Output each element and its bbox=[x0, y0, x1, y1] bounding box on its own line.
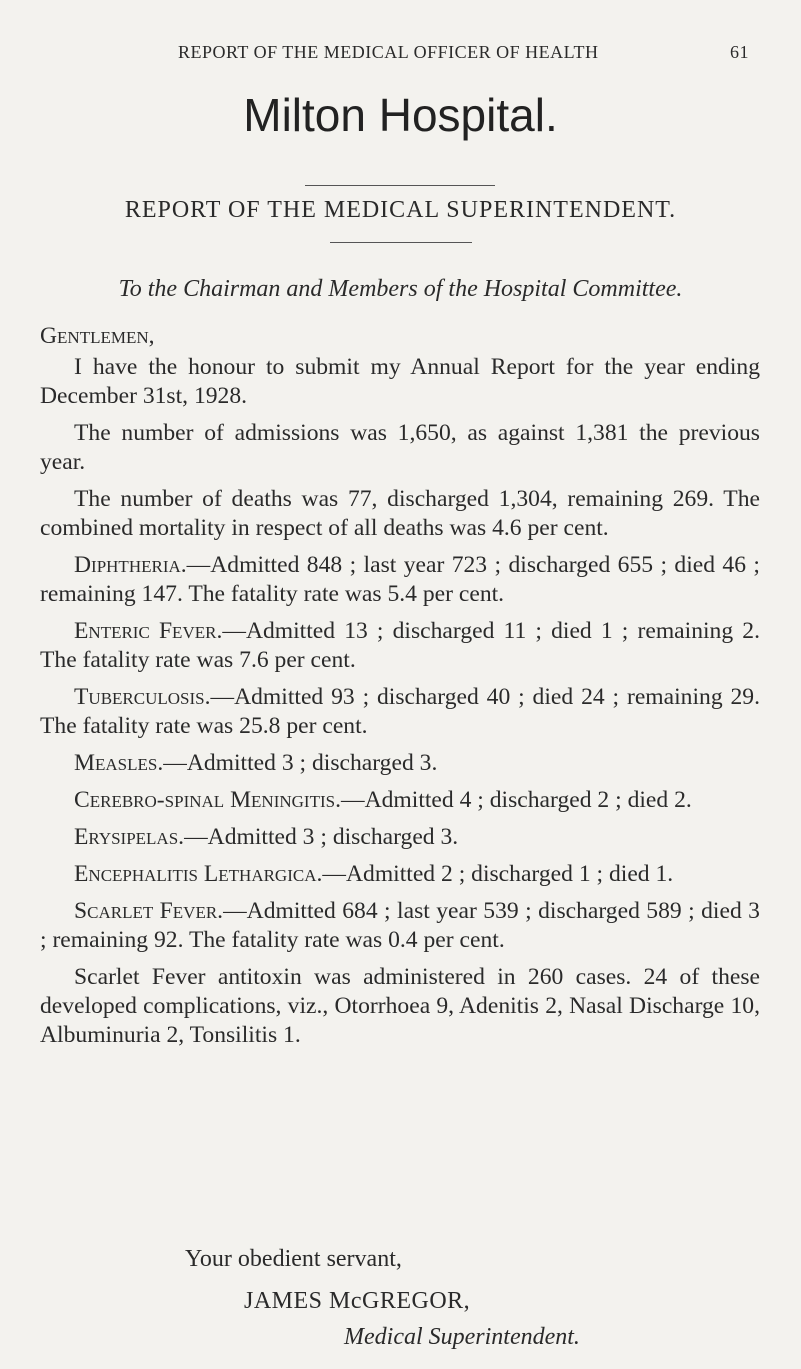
paragraph-encephalitis bbox=[40, 860, 760, 889]
hospital-title: Milton Hospital. bbox=[243, 89, 558, 141]
addressee: To the Chairman and Members of the Hospital Committee. bbox=[118, 276, 683, 302]
enteric-text: —Admitted 13 ; discharged 11 ; died 1 ; remaining 2. The fatality rate was 7.6 per cent. bbox=[40, 618, 760, 673]
signatory-title: Medical Superintendent. bbox=[344, 1324, 580, 1350]
paragraph-tuberculosis bbox=[40, 683, 760, 741]
paragraph-intro: I have the honour to submit my Annual Report for the year ending December 31st, 1928. bbox=[40, 354, 760, 409]
measles-text: —Admitted 3 ; discharged 3. bbox=[163, 750, 438, 776]
encephalitis-label: Encephalitis Lethargica. bbox=[74, 861, 323, 887]
report-heading: REPORT OF THE MEDICAL SUPERINTENDENT. bbox=[124, 197, 677, 223]
tuberculosis-label: Tuberculosis. bbox=[74, 684, 211, 710]
paragraph-cerebro-spinal bbox=[40, 786, 760, 815]
paragraph-antitoxin: Scarlet Fever antitoxin was administered in 260 cases. 24 of these developed complications, viz., Otorrhoea 9, Adenitis 2, Nasal Discharge 10, Albuminuria 2, Tonsilitis 1. bbox=[40, 964, 760, 1048]
tuberculosis-text: —Admitted 93 ; discharged 40 ; died 24 ; remaining 29. The fatality rate was 25.8 per cent. bbox=[40, 684, 760, 739]
cerebro-label: Cerebro-spinal Meningitis. bbox=[74, 787, 341, 813]
erysipelas-text: —Admitted 3 ; discharged 3. bbox=[184, 824, 459, 850]
scarlet-text: —Admitted 684 ; last year 539 ; discharged 589 ; died 3 ; remaining 92. The fatality rate was 0.4 per cent. bbox=[40, 898, 760, 953]
diphtheria-text: —Admitted 848 ; last year 723 ; discharged 655 ; died 46 ; remaining 147. The fatality rate was 5.4 per cent. bbox=[40, 552, 760, 607]
encephalitis-text: —Admitted 2 ; discharged 1 ; died 1. bbox=[322, 861, 674, 887]
paragraph-erysipelas bbox=[40, 823, 760, 852]
scarlet-label: Scarlet Fever. bbox=[74, 898, 224, 924]
paragraph-deaths: The number of deaths was 77, discharged 1,304, remaining 269. The combined mortality in respect of all deaths was 4.6 per cent. bbox=[40, 486, 760, 541]
paragraph-admissions: The number of admissions was 1,650, as against 1,381 the previous year. bbox=[40, 420, 760, 475]
paragraph-measles bbox=[40, 749, 760, 778]
paragraph-diphtheria bbox=[40, 551, 760, 609]
erysipelas-label: Erysipelas. bbox=[74, 824, 185, 850]
divider-bottom bbox=[330, 242, 472, 243]
report-body bbox=[40, 322, 760, 1058]
paragraph-enteric bbox=[40, 617, 760, 675]
signatory-name: JAMES McGREGOR, bbox=[244, 1288, 471, 1314]
divider-top bbox=[305, 185, 495, 186]
running-head-title: REPORT OF THE MEDICAL OFFICER OF HEALTH bbox=[178, 42, 599, 62]
salutation: Gentlemen, bbox=[40, 323, 155, 349]
measles-label: Measles. bbox=[74, 750, 164, 776]
page-number: 61 bbox=[730, 42, 749, 62]
paragraph-scarlet-fever bbox=[40, 897, 760, 955]
valediction: Your obedient servant, bbox=[185, 1246, 402, 1272]
diphtheria-label: Diphtheria. bbox=[74, 552, 187, 578]
enteric-label: Enteric Fever. bbox=[74, 618, 223, 644]
cerebro-text: —Admitted 4 ; discharged 2 ; died 2. bbox=[340, 787, 692, 813]
